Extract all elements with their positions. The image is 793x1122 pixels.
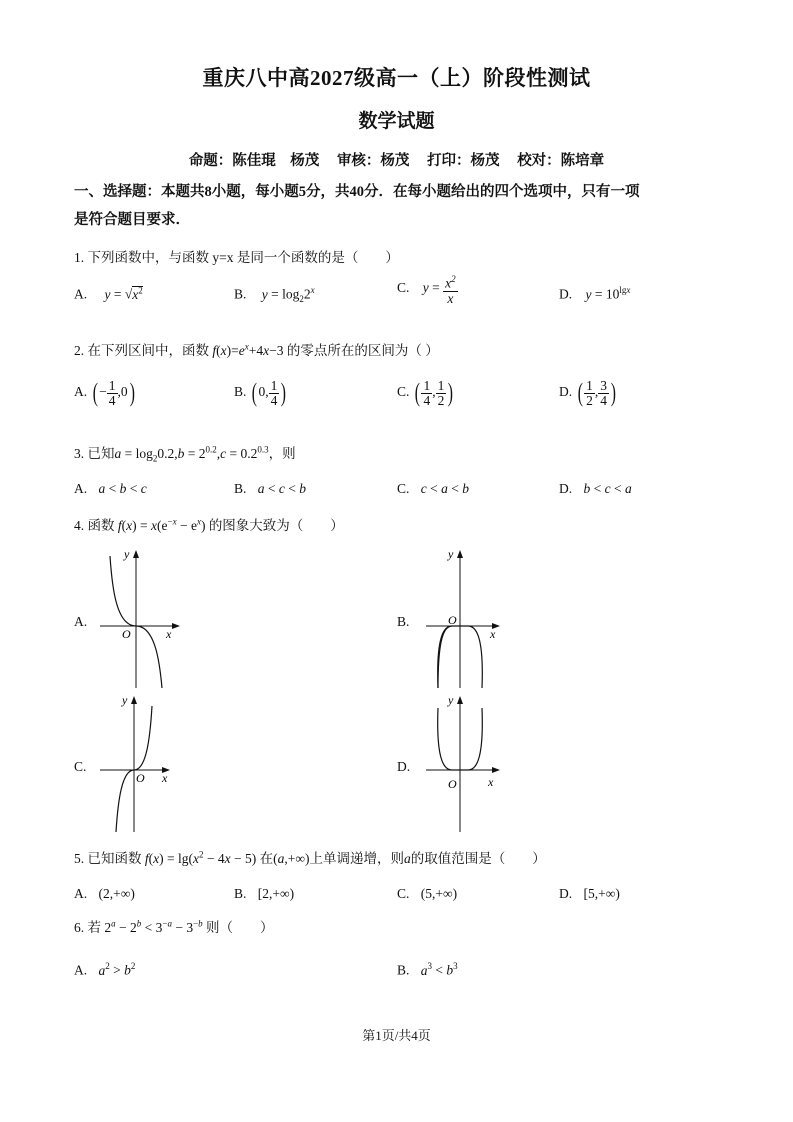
- staff-author: 命题：陈佳琨 杨茂: [188, 153, 320, 169]
- section-heading-line2: 是符合题目要求．: [74, 212, 190, 228]
- option-label: A.: [74, 384, 88, 400]
- page-footer: 第1页/共4页: [362, 1028, 431, 1043]
- q5-stem-end: 的取值范围是（ ）: [410, 851, 546, 866]
- q2-option-a[interactable]: A. ( − $\frac{1}{4}$ ,0): [74, 377, 135, 408]
- q3-option-c[interactable]: C. c < a < b: [397, 481, 470, 496]
- option-label: B.: [234, 886, 247, 901]
- y-label: y: [122, 693, 128, 707]
- q4-option-a-label: A.: [74, 614, 88, 629]
- q4-graph-b[interactable]: [424, 546, 514, 692]
- x-label: x: [166, 627, 172, 641]
- q1-option-b[interactable]: B. $y = \log_22^x$: [234, 285, 315, 305]
- q3-option-b[interactable]: B. a < c < b: [234, 481, 307, 496]
- q5-stem-mid: 在: [259, 851, 274, 866]
- option-label: A.: [74, 481, 88, 496]
- question-1-stem: 1. 下列函数中，与函数 y=x 是同一个函数的是（ ）: [74, 250, 399, 265]
- x-label: x: [490, 627, 496, 641]
- q6-option-b[interactable]: B. $a^3 < b^3$: [397, 961, 458, 978]
- option-label: C.: [397, 384, 410, 400]
- x-axis-arrow: [172, 623, 180, 629]
- y-axis-arrow: [457, 550, 463, 558]
- y-axis-arrow: [457, 696, 463, 704]
- q3-option-d[interactable]: D. b < c < a: [559, 481, 632, 496]
- q4-graph-c[interactable]: [96, 690, 186, 836]
- q1-option-a[interactable]: A. $y = √x^2$: [74, 285, 143, 302]
- q5-option-d[interactable]: D. [5,+∞): [559, 886, 620, 901]
- q2-stem-suffix: 的零点所在的区间为（ ）: [286, 343, 439, 358]
- exam-title: 重庆八中高2027级高一（上）阶段性测试: [202, 66, 591, 90]
- q5-option-a[interactable]: A. (2,+∞): [74, 886, 135, 901]
- q1-option-c[interactable]: C. y = $\frac{x^2}{x}$: [397, 274, 456, 306]
- option-label: A.: [74, 962, 88, 978]
- y-axis-arrow: [131, 696, 137, 704]
- option-label: C.: [397, 481, 410, 496]
- question-2-stem: 2. 在下列区间中，函数 $f(x)=e^x+4x-3$ 的零点所在的区间为（ ）: [74, 341, 439, 358]
- q4-option-d-label: D.: [397, 759, 411, 774]
- section-heading: [74, 178, 734, 234]
- question-4-stem: 4. 函数 $f(x) = x(e^{-x} - e^x)$ 的图象大致为（ ）: [74, 516, 344, 533]
- question-5-stem: 5. 已知函数 $f(x) = \lg(x^2 - 4x - 5)$ 在(a,+∞)上单调递增，则a的取值范围是（ ）: [74, 849, 546, 866]
- q4-stem-suffix: 的图象大致为（ ）: [208, 518, 344, 533]
- option-label: A.: [74, 886, 88, 901]
- section-heading-line1: 一、选择题：本题共8小题，每小题5分，共40分．在每小题给出的四个选项中，只有一项: [74, 184, 640, 200]
- y-axis-arrow: [133, 550, 139, 558]
- origin-label: O: [122, 627, 131, 641]
- option-label: D.: [559, 886, 573, 901]
- option-label: D.: [559, 481, 573, 496]
- q4-stem-prefix: 4. 函数: [74, 518, 115, 533]
- q2-option-c[interactable]: C. ( $\frac{1}{4}$ , $\frac{1}{2}$ ): [397, 377, 454, 408]
- origin-label: O: [448, 613, 457, 627]
- q6-option-a[interactable]: A. $a^2 > b^2$: [74, 961, 136, 978]
- q3-stem-suffix: ，则: [268, 446, 296, 461]
- staff-proofreader: 校对：陈培章: [517, 153, 605, 169]
- q5-option-b[interactable]: B. [2,+∞): [234, 886, 295, 901]
- option-label: B.: [234, 481, 247, 496]
- y-label: y: [448, 547, 454, 561]
- q4-option-b-label: B.: [397, 614, 410, 629]
- option-label: B.: [234, 286, 247, 302]
- exam-subject: 数学试题: [358, 111, 435, 132]
- q6-stem-prefix: 6. 若: [74, 920, 101, 935]
- q3-stem-prefix: 3. 已知: [74, 446, 115, 461]
- origin-label: O: [448, 777, 457, 791]
- staff-reviewer: 审核：杨茂: [336, 153, 410, 169]
- staff-line: [0, 149, 793, 170]
- y-label: y: [124, 547, 130, 561]
- staff-printer: 打印：杨茂: [427, 153, 500, 169]
- q4-graph-a[interactable]: [96, 546, 186, 692]
- question-6-stem: 6. 若 $2^a - 2^b < 3^{-a} - 3^{-b}$ 则（ ）: [74, 918, 274, 935]
- q2-option-d[interactable]: D. ( $\frac{1}{2}$ , $\frac{3}{4}$ ): [559, 377, 616, 408]
- x-label: x: [162, 771, 168, 785]
- option-label: D.: [559, 286, 573, 302]
- q2-stem-prefix: 2. 在下列区间中，函数: [74, 343, 209, 358]
- q4-graph-d[interactable]: [424, 690, 514, 836]
- option-label: B.: [234, 384, 247, 400]
- q5-stem-prefix: 5. 已知函数: [74, 851, 142, 866]
- origin-label: O: [136, 771, 145, 785]
- option-label: C.: [397, 279, 410, 295]
- option-label: D.: [559, 384, 573, 400]
- q5-option-c[interactable]: C. (5,+∞): [397, 886, 458, 901]
- q1-option-d[interactable]: D. $y = 10^{lgx}$: [559, 285, 631, 302]
- q5-stem-suffix: 上单调递增，则: [309, 851, 404, 866]
- option-label: B.: [397, 962, 410, 978]
- y-label: y: [448, 693, 454, 707]
- q2-option-b[interactable]: B. ( 0, $\frac{1}{4}$ ): [234, 377, 287, 408]
- option-label: C.: [397, 886, 410, 901]
- curve-left: [438, 626, 452, 688]
- q4-option-c-label: C.: [74, 759, 87, 774]
- q3-option-a[interactable]: A. a < b < c: [74, 481, 147, 496]
- x-label: x: [488, 775, 494, 789]
- question-3-stem: 3. 已知$a = \log_20.2,b = 2^{0.2},c = 0.2^{0.3}$，则: [74, 444, 296, 464]
- option-label: A.: [74, 286, 88, 302]
- q6-stem-suffix: 则（ ）: [206, 920, 274, 935]
- x-axis-arrow: [492, 767, 500, 773]
